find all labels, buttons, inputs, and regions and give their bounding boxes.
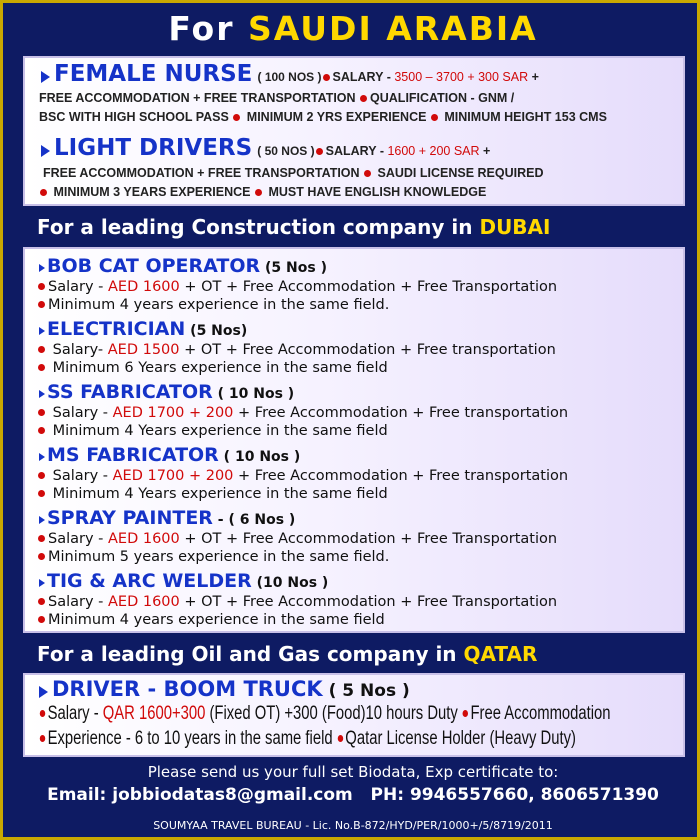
nurse-height: MINIMUM HEIGHT 153 CMS: [440, 110, 607, 124]
page-title: [3, 9, 700, 48]
dubai-job-title: TIG & ARC WELDER: [47, 570, 252, 592]
arrow-icon: [39, 516, 45, 524]
dubai-salary-value: AED 1600: [108, 279, 180, 295]
drivers-salary-label: SALARY -: [325, 144, 388, 158]
dubai-salary-value: AED 1600: [108, 531, 180, 547]
qatar-heading: [37, 642, 700, 666]
dubai-job-experience-line: [37, 612, 385, 628]
nurse-title: FEMALE NURSE: [54, 61, 253, 87]
dubai-job-title: SPRAY PAINTER: [47, 507, 213, 529]
dubai-salary-label: Salary -: [48, 594, 108, 610]
nurse-qualification: QUALIFICATION - GNM /: [370, 91, 515, 105]
qatar-experience-line: [39, 728, 576, 750]
dubai-panel: [23, 247, 685, 633]
email-label: Email:: [47, 785, 113, 805]
dubai-salary-details: + OT + Free Accommodation + Free Transportation: [179, 531, 558, 547]
dubai-salary-details: + Free Accommodation + Free transportation: [233, 405, 569, 421]
drivers-english: MUST HAVE ENGLISH KNOWLEDGE: [264, 185, 487, 199]
qatar-license: Qatar License Holder (Heavy Duty): [345, 728, 576, 749]
bullet-icon: [38, 364, 45, 371]
nurse-salary-value: 3500 – 3700 + 300 SAR: [394, 70, 529, 84]
bullet-icon: [38, 472, 45, 479]
drivers-experience: MINIMUM 3 YEARS EXPERIENCE: [50, 185, 254, 199]
dubai-job-salary-line: [37, 468, 568, 484]
bullet-icon: [38, 427, 45, 434]
dubai-experience: Minimum 4 years experience in the same field: [48, 612, 385, 628]
bullet-icon: [255, 189, 262, 196]
dubai-job-salary-line: [37, 279, 557, 295]
dubai-job-title-line: [39, 318, 247, 340]
dubai-job-experience-line: [37, 360, 388, 376]
qatar-heading-country: QATAR: [463, 642, 538, 666]
qatar-title-line: [39, 677, 410, 701]
dubai-job-salary-line: [37, 594, 557, 610]
bullet-icon: [40, 189, 47, 196]
dubai-job-count: ( 10 Nos ): [218, 449, 301, 465]
bullet-icon: [38, 409, 45, 416]
saudi-panel: [23, 56, 685, 206]
nurse-salary-label: SALARY -: [332, 70, 395, 84]
drivers-line-2: [43, 166, 544, 180]
dubai-experience: Minimum 4 Years experience in the same field: [48, 423, 388, 439]
bullet-icon: [38, 490, 45, 497]
bullet-icon: [431, 114, 438, 121]
nurse-benefits: FREE ACCOMMODATION + FREE TRANSPORTATION: [39, 91, 360, 105]
dubai-salary-label: Salary-: [48, 342, 108, 358]
drivers-count: ( 50 NOS ): [257, 144, 315, 158]
title-country: SAUDI ARABIA: [247, 9, 538, 48]
dubai-salary-details: + OT + Free Accommodation + Free transportation: [179, 342, 556, 358]
nurse-line-3: [39, 110, 607, 124]
bullet-icon: [38, 301, 45, 308]
dubai-salary-label: Salary -: [48, 531, 108, 547]
qatar-accommodation: Free Accommodation: [470, 703, 611, 724]
dubai-job-salary-line: [37, 531, 557, 547]
qatar-heading-text: For a leading Oil and Gas company in: [37, 642, 464, 666]
dubai-salary-label: Salary -: [48, 405, 113, 421]
qatar-salary-value: QAR 1600+300: [102, 703, 206, 724]
arrow-icon: [39, 579, 45, 587]
email-address[interactable]: jobbiodatas8@gmail.com: [112, 785, 353, 805]
dubai-job-title: SS FABRICATOR: [47, 381, 213, 403]
nurse-education: BSC WITH HIGH SCHOOL PASS: [39, 110, 233, 124]
nurse-salary-suffix: +: [528, 70, 539, 84]
bullet-icon: [364, 170, 371, 177]
dubai-job-experience-line: [37, 549, 389, 565]
dubai-experience: Minimum 4 years experience in the same field.: [48, 297, 390, 313]
dubai-job-count: - ( 6 Nos ): [212, 512, 296, 528]
qatar-salary-line: [39, 703, 611, 725]
dubai-experience: Minimum 6 Years experience in the same field: [48, 360, 388, 376]
bullet-icon: [463, 710, 468, 717]
title-prefix: For: [168, 9, 235, 48]
dubai-salary-details: + Free Accommodation + Free transportation: [233, 468, 569, 484]
nurse-line-2: [39, 91, 514, 105]
dubai-heading-text: For a leading Construction company in: [37, 215, 480, 239]
bullet-icon: [38, 598, 45, 605]
bullet-icon: [38, 616, 45, 623]
qatar-job-title: DRIVER - BOOM TRUCK: [52, 677, 323, 701]
dubai-salary-value: AED 1700 + 200: [112, 405, 234, 421]
dubai-job-experience-line: [37, 297, 389, 313]
dubai-salary-label: Salary -: [48, 468, 113, 484]
dubai-heading-country: DUBAI: [479, 215, 551, 239]
dubai-job-title-line: [39, 570, 328, 592]
dubai-job-count: ( 10 Nos ): [212, 386, 295, 402]
dubai-salary-value: AED 1700 + 200: [112, 468, 234, 484]
nurse-title-line: [41, 61, 539, 87]
nurse-count: ( 100 NOS ): [257, 70, 322, 84]
bullet-icon: [316, 148, 323, 155]
dubai-job-salary-line: [37, 405, 568, 421]
arrow-icon: [39, 453, 45, 461]
bullet-icon: [38, 553, 45, 560]
bullet-icon: [38, 346, 45, 353]
dubai-salary-details: + OT + Free Accommodation + Free Transportation: [179, 594, 558, 610]
drivers-salary-suffix: +: [479, 144, 491, 158]
bullet-icon: [38, 535, 45, 542]
dubai-job-title: MS FABRICATOR: [47, 444, 219, 466]
dubai-job-title-line: [39, 255, 327, 277]
drivers-license: SAUDI LICENSE REQUIRED: [374, 166, 544, 180]
dubai-job-title-line: [39, 381, 294, 403]
dubai-job-experience-line: [37, 423, 388, 439]
bullet-icon: [40, 735, 45, 742]
dubai-job-title-line: [39, 507, 295, 529]
dubai-heading: [37, 215, 700, 239]
arrow-icon: [39, 686, 48, 698]
arrow-icon: [41, 145, 50, 157]
dubai-salary-label: Salary -: [48, 279, 108, 295]
bullet-icon: [360, 95, 367, 102]
dubai-experience: Minimum 5 years experience in the same field.: [48, 549, 390, 565]
qatar-salary-details: (Fixed OT) +300 (Food)10 hours Duty: [205, 703, 462, 724]
bullet-icon: [233, 114, 240, 121]
bullet-icon: [38, 283, 45, 290]
phone-label: PH:: [370, 785, 410, 805]
dubai-job-title: BOB CAT OPERATOR: [47, 255, 261, 277]
arrow-icon: [39, 390, 45, 398]
drivers-title-line: [41, 135, 490, 161]
drivers-title: LIGHT DRIVERS: [54, 135, 253, 161]
dubai-job-count: (5 Nos ): [260, 260, 327, 276]
dubai-salary-value: AED 1600: [108, 594, 180, 610]
qatar-panel: [23, 673, 685, 757]
arrow-icon: [39, 264, 45, 272]
agency-license: SOUMYAA TRAVEL BUREAU - Lic. No.B-872/HYD/PER/1000+/5/8719/2011: [153, 819, 553, 832]
bullet-icon: [338, 735, 343, 742]
arrow-icon: [39, 327, 45, 335]
contact-line: [3, 785, 700, 805]
send-instructions: Please send us your full set Biodata, Exp certificate to:: [147, 763, 559, 781]
drivers-benefits: FREE ACCOMMODATION + FREE TRANSPORTATION: [43, 166, 364, 180]
qatar-experience: Experience - 6 to 10 years in the same field: [47, 728, 337, 749]
dubai-experience: Minimum 4 Years experience in the same field: [48, 486, 388, 502]
bullet-icon: [40, 710, 45, 717]
bullet-icon: [323, 74, 330, 81]
dubai-job-title: ELECTRICIAN: [47, 318, 186, 340]
arrow-icon: [41, 71, 50, 83]
dubai-job-salary-line: [37, 342, 556, 358]
drivers-salary-value: 1600 + 200 SAR: [387, 144, 480, 158]
qatar-salary-label: Salary -: [47, 703, 103, 724]
qatar-job-count: ( 5 Nos ): [322, 681, 410, 701]
dubai-job-experience-line: [37, 486, 388, 502]
dubai-job-title-line: [39, 444, 300, 466]
dubai-job-count: (10 Nos ): [251, 575, 329, 591]
dubai-salary-value: AED 1500: [107, 342, 180, 358]
drivers-line-3: [39, 185, 486, 199]
dubai-salary-details: + OT + Free Accommodation + Free Transportation: [179, 279, 558, 295]
dubai-job-count: (5 Nos): [185, 323, 248, 339]
nurse-experience: MINIMUM 2 YRS EXPERIENCE: [243, 110, 430, 124]
phone-numbers: 9946557660, 8606571390: [409, 785, 659, 805]
